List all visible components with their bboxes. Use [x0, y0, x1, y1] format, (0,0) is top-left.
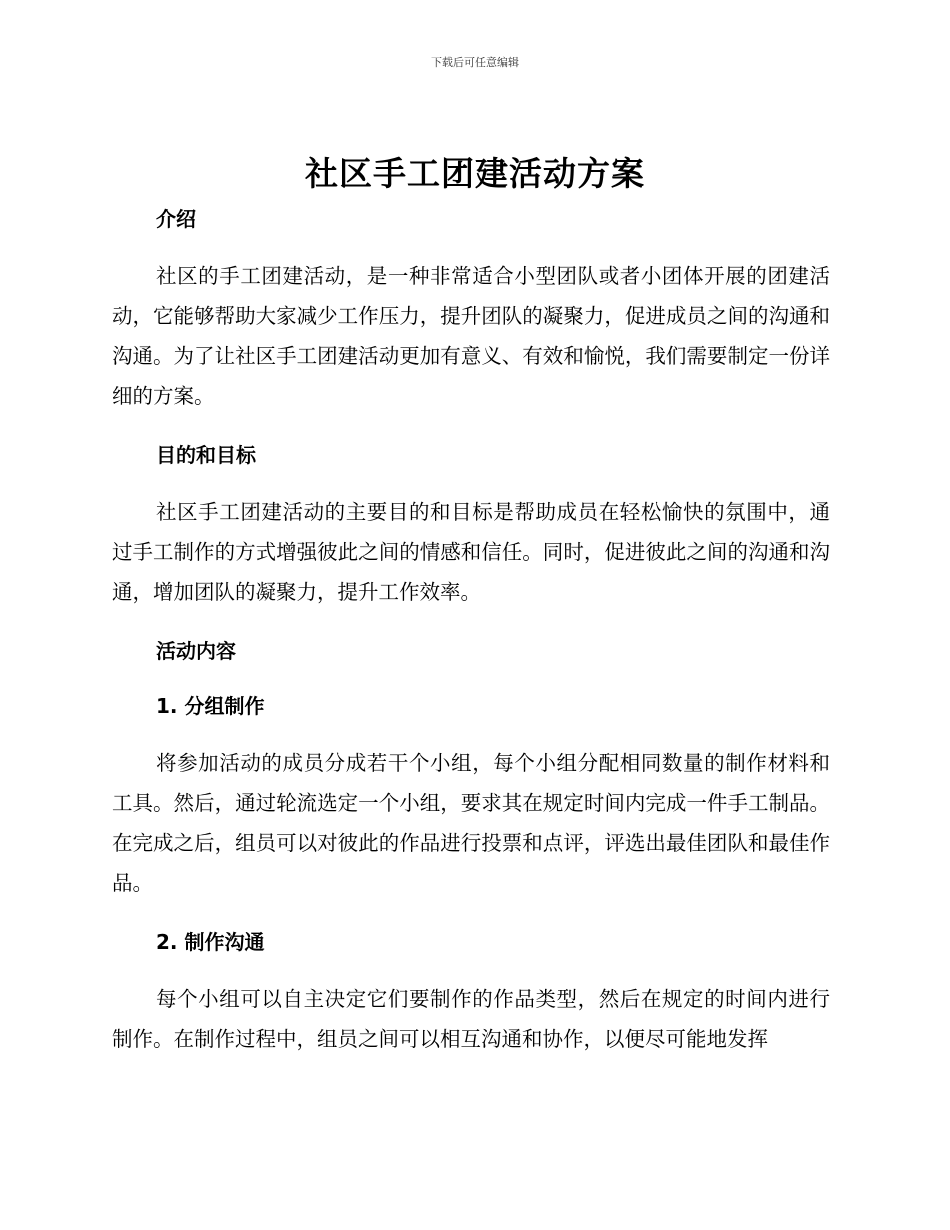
section-heading-content: 活动内容	[156, 639, 236, 663]
section-heading-making-communication: 2. 制作沟通	[156, 930, 265, 954]
section-paragraph-goals: 社区手工团建活动的主要目的和目标是帮助成员在轻松愉快的氛围中，通过手工制作的方式增强彼此之间的情感和信任。同时，促进彼此之间的沟通和沟通，增加团队的凝聚力，提升工作效率。	[112, 500, 830, 604]
section-paragraph-group-making: 将参加活动的成员分成若干个小组，每个小组分配相同数量的制作材料和工具。然后，通过轮流选定一个小组，要求其在规定时间内完成一件手工制品。在完成之后，组员可以对彼此的作品进行投票和点评，评选出最佳团队和最佳作品。	[112, 751, 830, 895]
section-heading-group-making: 1. 分组制作	[156, 694, 265, 718]
header-note: 下载后可任意编辑	[431, 56, 519, 69]
section-heading-intro: 介绍	[156, 207, 196, 231]
document-body	[112, 204, 830, 1059]
section-paragraph-making-communication: 每个小组可以自主决定它们要制作的作品类型，然后在规定的时间内进行制作。在制作过程中，组员之间可以相互沟通和协作，以便尽可能地发挥	[112, 987, 830, 1051]
document-title: 社区手工团建活动方案	[305, 154, 645, 193]
section-heading-goals: 目的和目标	[156, 443, 256, 467]
section-paragraph-intro: 社区的手工团建活动，是一种非常适合小型团队或者小团体开展的团建活动，它能够帮助大家减少工作压力，提升团队的凝聚力，促进成员之间的沟通和沟通。为了让社区手工团建活动更加有意义、有效和愉悦，我们需要制定一份详细的方案。	[112, 264, 830, 408]
